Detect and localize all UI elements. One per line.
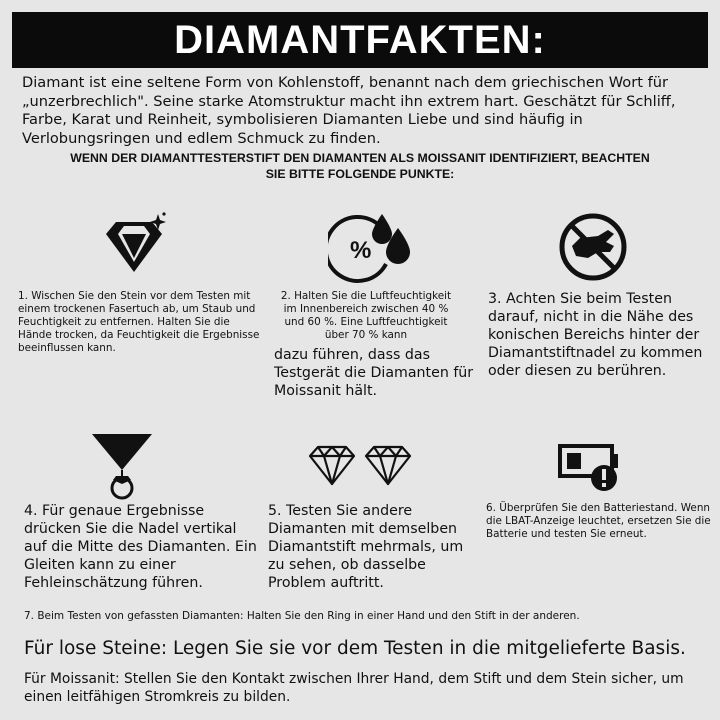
intro-paragraph: Diamant ist eine seltene Form von Kohlenstoff, benannt nach dem griechischen Wort für „unzerbrechlich". Seine starke Atomstruktur macht ihn extrem hart. Geschätzt für Schliff, Farbe, Karat und Reinheit, symbolisieren Diamanten Liebe und sind häufig in Verlobungsringen und edlem Schmuck zu finden. <box>22 74 676 147</box>
pen-tip-on-ring-icon <box>90 430 156 500</box>
tip-5-text: 5. Testen Sie andere Diamanten mit demselben Diamantstift mehrmals, um zu sehen, ob dasselbe Problem auftritt. <box>268 503 464 591</box>
tip-2-text-small: 2. Halten Sie die Luftfeuchtigkeit im Innenbereich zwischen 40 % und 60 %. Eine Luftfeuchtigkeit über 70 % kann <box>280 290 452 341</box>
subheading-line-2: SIE BITTE FOLGENDE PUNKTE: <box>265 167 455 181</box>
two-diamonds-icon <box>308 444 414 488</box>
subheading-line-1: WENN DER DIAMANTTESTERSTIFT DEN DIAMANTEN ALS MOISSANIT IDENTIFIZIERT, BEACHTEN <box>70 151 650 165</box>
moissanite-note: Für Moissanit: Stellen Sie den Kontakt zwischen Ihrer Hand, dem Stift und dem Stein sicher, um einen leitfähigen Stromkreis zu bilden. <box>24 671 684 705</box>
loose-stones-note: Für lose Steine: Legen Sie sie vor dem Testen in die mitgelieferte Basis. <box>24 638 686 659</box>
section-subheading <box>40 150 680 182</box>
low-battery-warning-icon <box>558 440 622 496</box>
no-touch-hand-icon <box>558 212 628 282</box>
page-title: DIAMANTFAKTEN: <box>12 12 708 68</box>
sparkling-diamond-icon <box>102 212 174 278</box>
tip-3-text: 3. Achten Sie beim Testen darauf, nicht in die Nähe des konischen Bereichs hinter der Diamantstiftnadel zu kommen oder diesen zu berühren. <box>488 291 703 379</box>
tip-1-text: 1. Wischen Sie den Stein vor dem Testen mit einem trockenen Fasertuch ab, um Staub und Feuchtigkeit zu entfernen. Halten Sie die Hände trocken, da Feuchtigkeit die Ergebnisse beeinflussen kann. <box>18 290 260 354</box>
tip-7-text: 7. Beim Testen von gefassten Diamanten: Halten Sie den Ring in einer Hand und den Stift in der anderen. <box>24 610 580 622</box>
svg-text:%: % <box>350 237 372 264</box>
tip-6-text: 6. Überprüfen Sie den Batteriestand. Wenn die LBAT-Anzeige leuchtet, ersetzen Sie die Batterie und testen Sie erneut. <box>486 502 711 540</box>
tip-4-text: 4. Für genaue Ergebnisse drücken Sie die Nadel vertikal auf die Mitte des Diamanten. Ein Gleiten kann zu einer Fehleinschätzung führen. <box>24 503 257 591</box>
tip-2-text-large: dazu führen, dass das Testgerät die Diamanten für Moissanit hält. <box>274 347 474 399</box>
humidity-percent-drops-icon <box>328 212 412 284</box>
